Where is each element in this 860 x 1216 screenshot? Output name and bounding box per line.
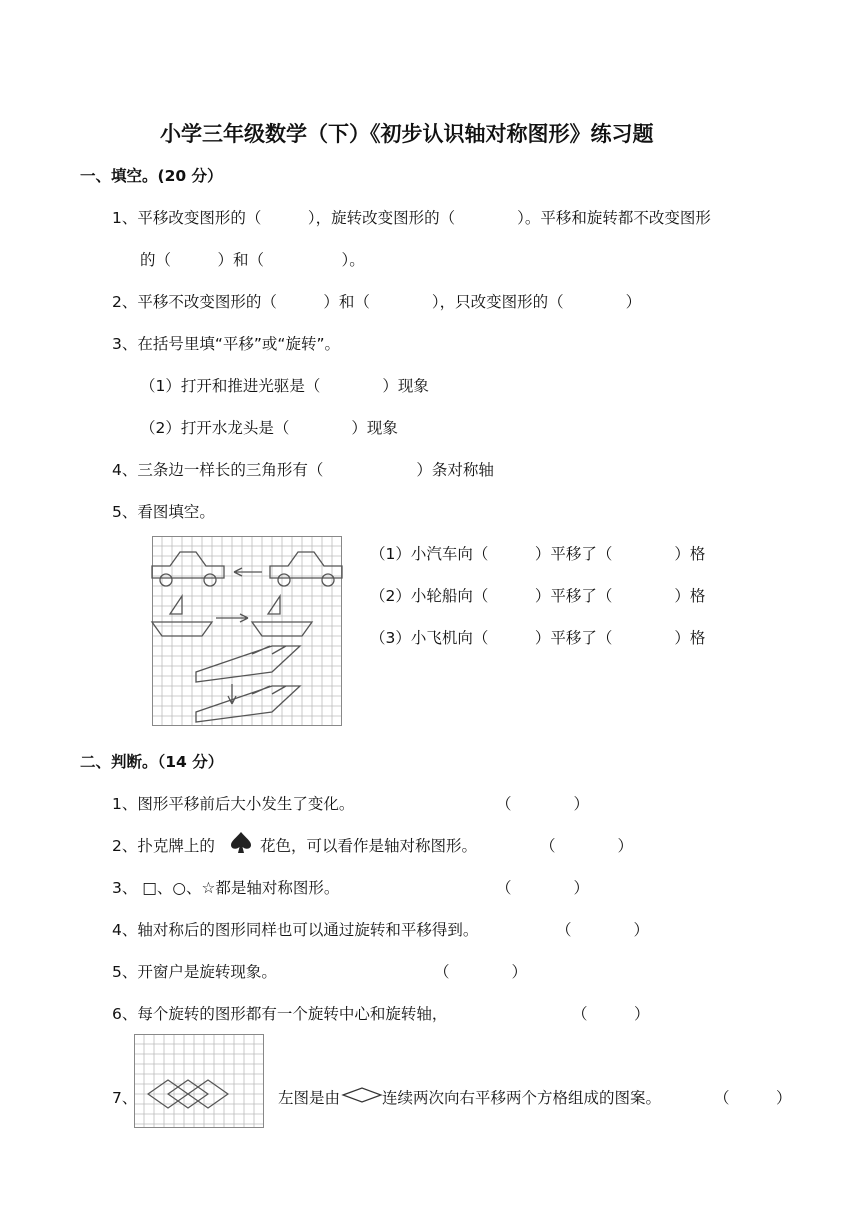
- question-2-7-suffix: 连续两次向右平移两个方格组成的图案。: [382, 1089, 662, 1107]
- answer-paren-2-4: （ ）: [556, 921, 650, 939]
- question-1-3: 3、在括号里填“平移”或“旋转”。: [112, 335, 340, 353]
- answer-paren-2-1: （ ）: [496, 795, 590, 813]
- question-2-2-prefix: 2、扑克牌上的: [112, 837, 215, 855]
- answer-paren-2-5: （ ）: [434, 963, 528, 981]
- question-2-7-number: 7、: [112, 1089, 138, 1107]
- question-2-4: 4、轴对称后的图形同样也可以通过旋转和平移得到。: [112, 921, 479, 939]
- rhombus-icon: [342, 1087, 382, 1103]
- question-1-5-sub-3: （3）小飞机向（ ）平移了（ ）格: [370, 629, 706, 647]
- question-1-4: 4、三条边一样长的三角形有（ ）条对称轴: [112, 461, 494, 479]
- answer-paren-2-2: （ ）: [540, 837, 634, 855]
- page-title: 小学三年级数学（下）《初步认识轴对称图形》练习题: [160, 122, 654, 146]
- rhombus-pattern-grid: [134, 1034, 264, 1128]
- spade-icon: [230, 831, 252, 855]
- question-2-3: 3、 □、○、☆都是轴对称图形。: [112, 879, 340, 897]
- question-1-5-sub-2: （2）小轮船向（ ）平移了（ ）格: [370, 587, 706, 605]
- question-1-3-sub-2: （2）打开水龙头是（ ）现象: [140, 419, 398, 437]
- answer-paren-2-7: （ ）: [714, 1089, 792, 1107]
- section-fill-in-heading: 一、填空。(20 分）: [80, 167, 223, 185]
- question-1-2: 2、平移不改变图形的（ ）和（ ），只改变图形的（ ）: [112, 293, 642, 311]
- answer-paren-2-6: （ ）: [572, 1005, 650, 1023]
- question-2-1: 1、图形平移前后大小发生了变化。: [112, 795, 355, 813]
- translation-grid-figure: [152, 536, 342, 726]
- question-2-7-prefix: 左图是由: [278, 1089, 341, 1107]
- question-2-5: 5、开窗户是旋转现象。: [112, 963, 277, 981]
- question-1-1-line-1: 1、平移改变图形的（ ），旋转改变图形的（ ）。平移和旋转都不改变图形: [112, 209, 711, 227]
- question-1-5-sub-1: （1）小汽车向（ ）平移了（ ）格: [370, 545, 706, 563]
- question-1-1-line-2: 的（ ）和（ ）。: [140, 251, 365, 269]
- section-judge-heading: 二、判断。（14 分）: [80, 753, 224, 771]
- question-2-2-suffix: 花色，可以看作是轴对称图形。: [260, 837, 478, 855]
- arrow-left-icon: [234, 568, 262, 576]
- question-1-5: 5、看图填空。: [112, 503, 215, 521]
- question-1-3-sub-1: （1）打开和推进光驱是（ ）现象: [140, 377, 429, 395]
- answer-paren-2-3: （ ）: [496, 879, 590, 897]
- question-2-6: 6、每个旋转的图形都有一个旋转中心和旋转轴，: [112, 1005, 448, 1023]
